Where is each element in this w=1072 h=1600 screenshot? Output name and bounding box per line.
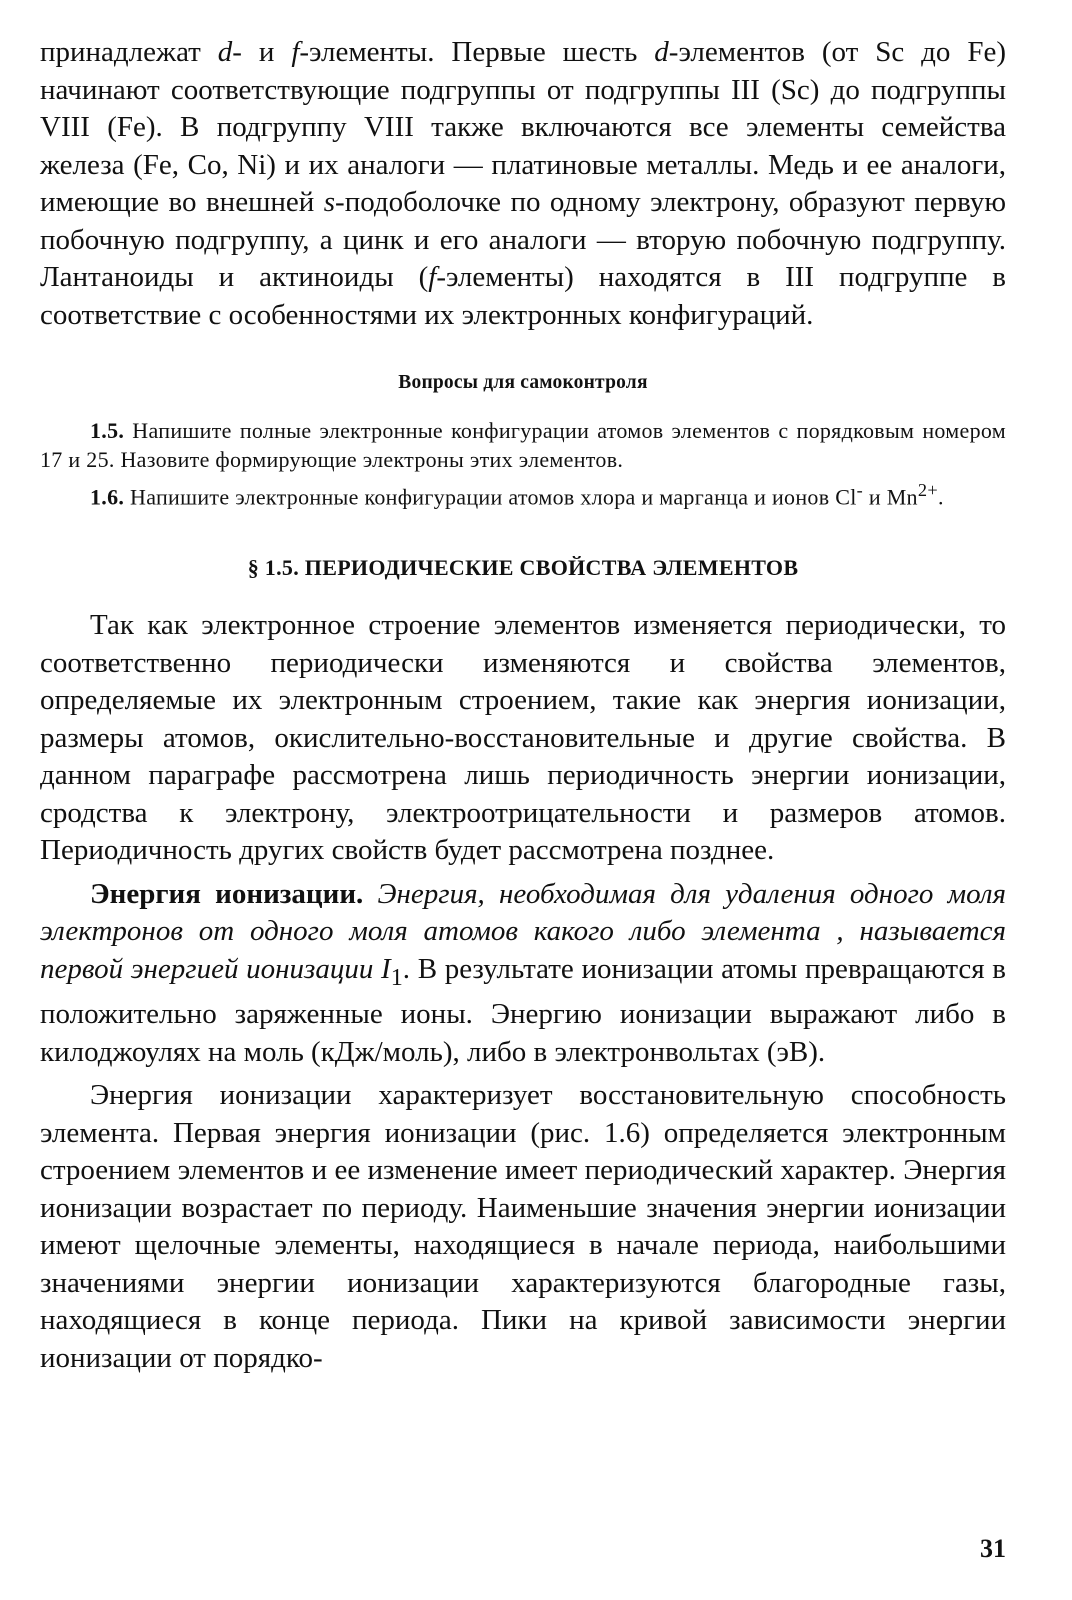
subscript: 1 (390, 963, 403, 991)
italic-s: s (323, 186, 336, 218)
question-number: 1.6. (90, 484, 125, 510)
section-heading: § 1.5. ПЕРИОДИЧЕСКИЕ СВОЙСТВА ЭЛЕМЕНТОВ (247, 555, 799, 581)
page-content (40, 34, 1006, 1377)
intro-paragraph (40, 34, 1006, 334)
italic-d: d (217, 36, 233, 68)
superscript: 2+ (917, 480, 938, 500)
term-bold: Энергия ионизации. (90, 877, 364, 910)
text-run: - и (232, 36, 292, 68)
question-text: и Mn (863, 484, 918, 510)
text-run: -элементов (от Sc до Fe) начинают соответствующие подгруппы от подгруппы III (Sc) до подгруппы VIII (Fe). В подгруппу VIII также включаются все элементы семейства железа (Fe, Co, Ni) и их аналоги — платиновые металлы. Медь и ее аналоги, имеющие во внешней (40, 36, 1007, 218)
text-run: -элементы) находятся в III подгруппе в соответствие с особенностями их электронных конфигураций. (40, 261, 1007, 331)
question-text: Напишите электронные конфигурации атомов хлора и марганца и ионов Cl (124, 484, 857, 510)
text-run: -элементы. Первые шесть (299, 36, 655, 68)
question-1-6 (40, 476, 1006, 511)
question-text: . (937, 484, 944, 510)
question-1-5 (40, 416, 1006, 474)
page-number: 31 (980, 1534, 1006, 1563)
paragraph-ionization-trend: Энергия ионизации характеризует восстановительную способность элемента. Первая энергия ионизации (рис. 1.6) определяется электронным строением элементов и ее изменение имеет периодический характер. Энергия ионизации возрастает по периоду. Наименьшие значения энергии ионизации имеют щелочные элементы, находящиеся в начале периода, наибольшими значениями энергии ионизации характеризуются благородные газы, находящиеся в конце периода. Пики на кривой зависимости энергии ионизации от порядко- (40, 1079, 1006, 1374)
paragraph-ionization-definition (40, 876, 1006, 1071)
question-number: 1.5. (90, 418, 125, 443)
text-run: принадлежат (40, 36, 218, 68)
text-run: . В результате ионизации атомы превращаются в положительно заряженные ионы. Энергию ионизации выражают либо в килоджоулях на моль (кДж/моль), либо в электронвольтах (эВ). (40, 952, 1006, 1068)
italic-f: f (291, 36, 300, 68)
italic-f: f (428, 261, 437, 293)
text-run: -подоболочке по одному электрону, образуют первую побочную подгруппу, а цинк и его аналоги — вторую побочную подгруппу. Лантаноиды и актиноиды ( (40, 186, 1006, 293)
definition-italic: Энергия, необходимая для удаления одного моля электронов от одного моля атомов какого либо элемента , называется первой энергией ионизации I (40, 877, 1006, 985)
italic-d: d (654, 36, 669, 68)
superscript: - (856, 480, 864, 500)
paragraph-periodicity: Так как электронное строение элементов изменяется периодически, то соответственно периодически изменяются и свойства элементов, определяемые их электронным строением, такие как энергия ионизации, размеры атомов, окислительно-восстановительные и другие свойства. В данном параграфе рассмотрена лишь периодичность энергии ионизации, сродства к электрону, электроотрицательности и размеров атомов. Периодичность других свойств будет рассмотрена позднее. (40, 609, 1006, 867)
questions-heading: Вопросы для самоконтроля (398, 372, 648, 393)
question-text: Напишите полные электронные конфигурации атомов элементов с порядковым номером 17 и 25. Назовите формирующие электроны этих элементов. (40, 418, 1006, 472)
